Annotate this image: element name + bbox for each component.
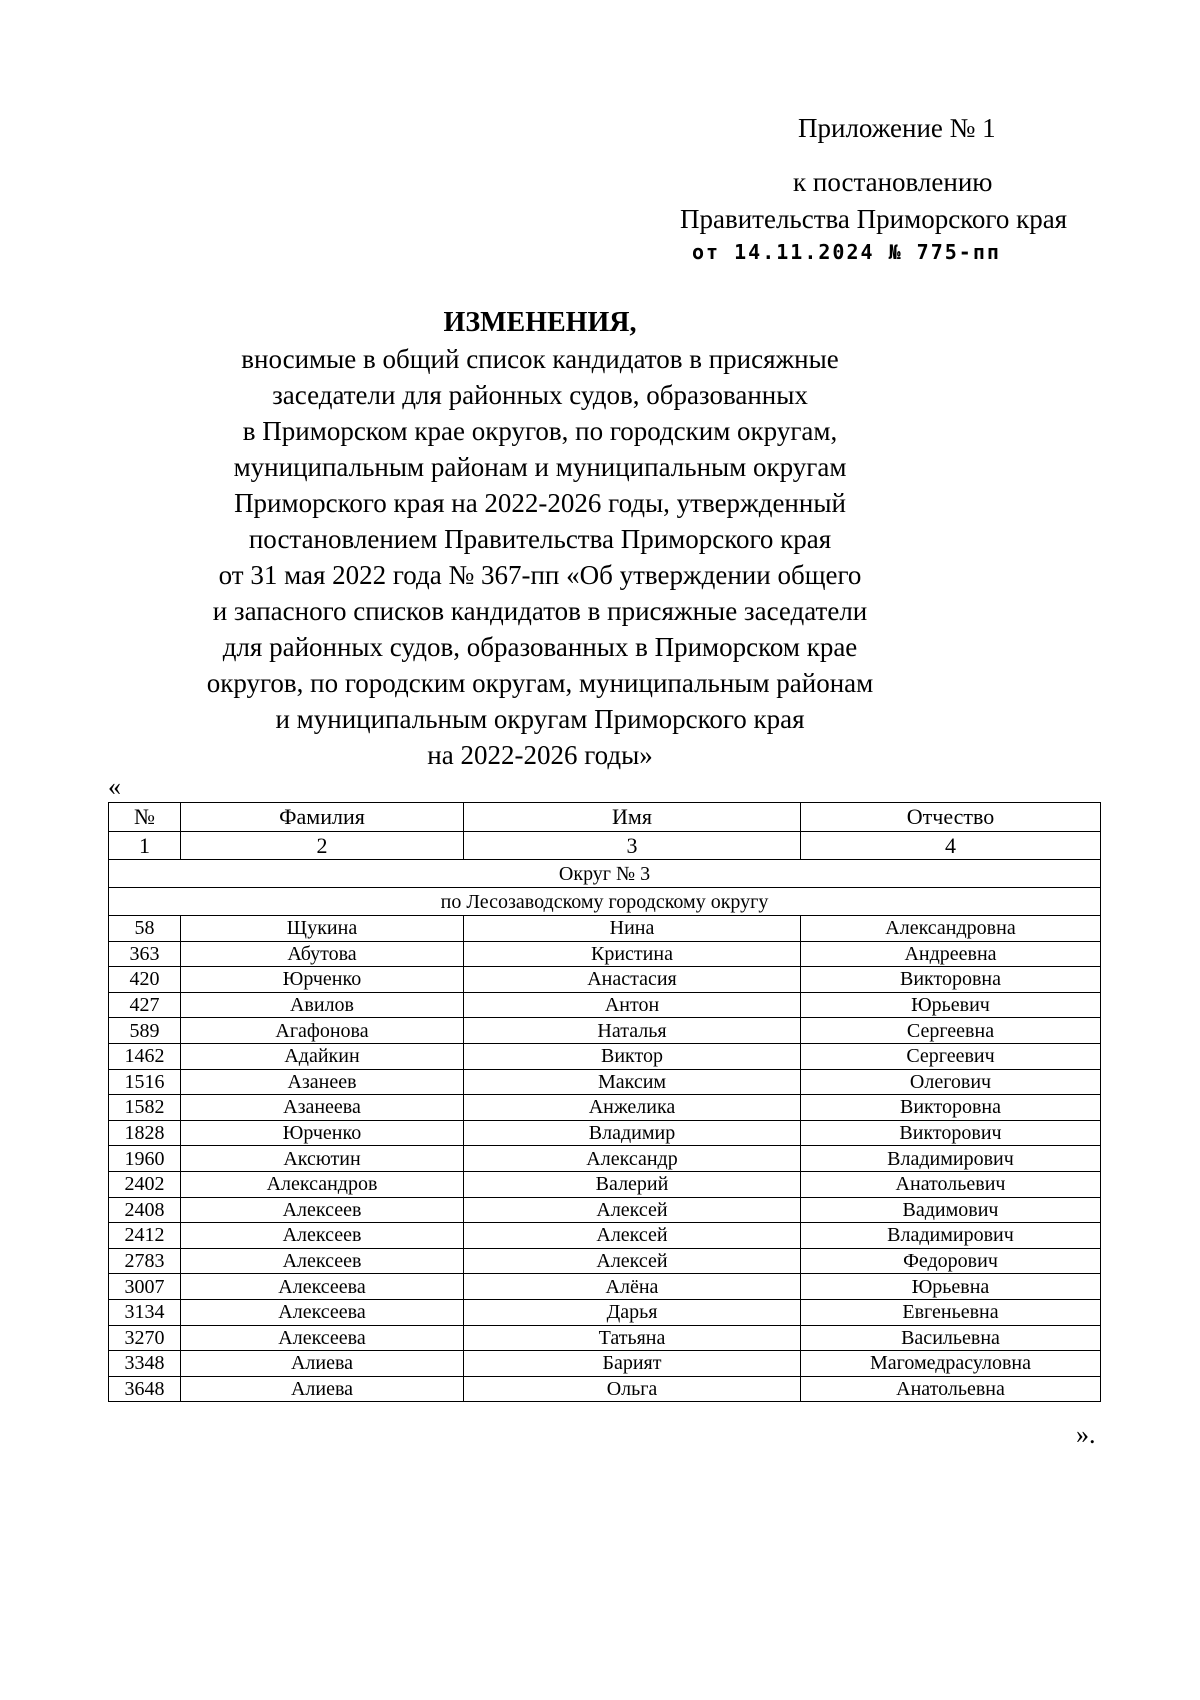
appendix-to-decree: к постановлению bbox=[793, 167, 993, 197]
cell-name: Кристина bbox=[464, 941, 801, 967]
cell-patronymic: Александровна bbox=[801, 916, 1101, 942]
table-row bbox=[109, 1197, 1101, 1223]
closing-quote: ». bbox=[1076, 1420, 1096, 1449]
table-row bbox=[109, 992, 1101, 1018]
table-row bbox=[109, 1351, 1101, 1377]
cell-patronymic: Владимирович bbox=[801, 1146, 1101, 1172]
table-row bbox=[109, 1325, 1101, 1351]
appendix-date-stamp: от 14.11.2024 № 775-пп bbox=[692, 240, 1001, 264]
cell-name: Ольга bbox=[464, 1376, 801, 1402]
candidates-table bbox=[108, 802, 1101, 1402]
cell-name: Антон bbox=[464, 992, 801, 1018]
document-title-block bbox=[150, 305, 930, 773]
cell-name: Татьяна bbox=[464, 1325, 801, 1351]
table-body bbox=[109, 832, 1101, 1402]
cell-surname: Алексеева bbox=[181, 1299, 464, 1325]
cell-surname: Абутова bbox=[181, 941, 464, 967]
cell-name: Алёна bbox=[464, 1274, 801, 1300]
cell-name: Владимир bbox=[464, 1120, 801, 1146]
cell-name: Виктор bbox=[464, 1043, 801, 1069]
cell-surname: Щукина bbox=[181, 916, 464, 942]
cell-name: Валерий bbox=[464, 1171, 801, 1197]
cell-patronymic: Анатольевич bbox=[801, 1171, 1101, 1197]
cell-name: Наталья bbox=[464, 1018, 801, 1044]
header-name: Имя bbox=[464, 803, 801, 832]
cell-number: 2412 bbox=[109, 1223, 181, 1249]
header-patronymic: Отчество bbox=[801, 803, 1101, 832]
table-row bbox=[109, 916, 1101, 942]
table-row bbox=[109, 1299, 1101, 1325]
cell-patronymic: Викторович bbox=[801, 1120, 1101, 1146]
cell-surname: Азанеева bbox=[181, 1095, 464, 1121]
cell-number: 427 bbox=[109, 992, 181, 1018]
heading-line: заседатели для районных судов, образованных bbox=[272, 380, 808, 410]
district-row bbox=[109, 860, 1101, 888]
cell-patronymic: Викторовна bbox=[801, 1095, 1101, 1121]
cell-surname: Алексеев bbox=[181, 1223, 464, 1249]
table-row bbox=[109, 1223, 1101, 1249]
heading-line: от 31 мая 2022 года № 367-пп «Об утверждении общего bbox=[218, 560, 862, 590]
cell-number: 2783 bbox=[109, 1248, 181, 1274]
cell-patronymic: Юрьевич bbox=[801, 992, 1101, 1018]
cell-number: 1516 bbox=[109, 1069, 181, 1095]
cell-number: 3348 bbox=[109, 1351, 181, 1377]
subdistrict-label: по Лесозаводскому городскому округу bbox=[109, 888, 1101, 916]
appendix-block bbox=[680, 110, 1150, 264]
table-row bbox=[109, 941, 1101, 967]
cell-number: 1582 bbox=[109, 1095, 181, 1121]
cell-name: Алексей bbox=[464, 1223, 801, 1249]
district-label: Округ № 3 bbox=[109, 860, 1101, 888]
opening-quote: « bbox=[108, 772, 121, 801]
column-number: 1 bbox=[109, 832, 181, 860]
subdistrict-row bbox=[109, 888, 1101, 916]
heading-line: вносимые в общий список кандидатов в присяжные bbox=[241, 344, 839, 374]
cell-surname: Агафонова bbox=[181, 1018, 464, 1044]
cell-surname: Алиева bbox=[181, 1351, 464, 1377]
cell-surname: Аксютин bbox=[181, 1146, 464, 1172]
table-row bbox=[109, 1146, 1101, 1172]
table-header-row bbox=[109, 803, 1101, 832]
cell-surname: Алексеева bbox=[181, 1274, 464, 1300]
cell-surname: Юрченко bbox=[181, 967, 464, 993]
heading-line: округов, по городским округам, муниципальным районам bbox=[206, 668, 874, 698]
cell-patronymic: Юрьевна bbox=[801, 1274, 1101, 1300]
cell-number: 3648 bbox=[109, 1376, 181, 1402]
cell-patronymic: Сергеевич bbox=[801, 1043, 1101, 1069]
cell-patronymic: Вадимович bbox=[801, 1197, 1101, 1223]
header-number: № bbox=[109, 803, 181, 832]
cell-name: Барият bbox=[464, 1351, 801, 1377]
cell-patronymic: Владимирович bbox=[801, 1223, 1101, 1249]
cell-name: Александр bbox=[464, 1146, 801, 1172]
column-number: 4 bbox=[801, 832, 1101, 860]
heading-line: постановлением Правительства Приморского края bbox=[248, 524, 832, 554]
document-heading: ИЗМЕНЕНИЯ, bbox=[443, 307, 637, 338]
cell-number: 1960 bbox=[109, 1146, 181, 1172]
heading-line: Приморского края на 2022-2026 годы, утвержденный bbox=[234, 488, 846, 518]
cell-surname: Азанеев bbox=[181, 1069, 464, 1095]
table-row bbox=[109, 1376, 1101, 1402]
cell-patronymic: Анатольевна bbox=[801, 1376, 1101, 1402]
cell-name: Анжелика bbox=[464, 1095, 801, 1121]
cell-patronymic: Сергеевна bbox=[801, 1018, 1101, 1044]
cell-name: Алексей bbox=[464, 1248, 801, 1274]
table-row bbox=[109, 1274, 1101, 1300]
cell-patronymic: Федорович bbox=[801, 1248, 1101, 1274]
column-number: 3 bbox=[464, 832, 801, 860]
cell-number: 363 bbox=[109, 941, 181, 967]
cell-surname: Авилов bbox=[181, 992, 464, 1018]
table-row bbox=[109, 1120, 1101, 1146]
heading-line: муниципальным районам и муниципальным округам bbox=[233, 452, 847, 482]
appendix-government: Правительства Приморского края bbox=[680, 204, 1068, 234]
cell-number: 2402 bbox=[109, 1171, 181, 1197]
cell-surname: Александров bbox=[181, 1171, 464, 1197]
cell-patronymic: Андреевна bbox=[801, 941, 1101, 967]
cell-surname: Алексеев bbox=[181, 1197, 464, 1223]
column-number: 2 bbox=[181, 832, 464, 860]
heading-line: на 2022-2026 годы» bbox=[427, 740, 653, 770]
heading-line: и муниципальным округам Приморского края bbox=[275, 704, 805, 734]
cell-number: 3134 bbox=[109, 1299, 181, 1325]
table-row bbox=[109, 1069, 1101, 1095]
cell-number: 58 bbox=[109, 916, 181, 942]
cell-name: Нина bbox=[464, 916, 801, 942]
cell-patronymic: Магомедрасуловна bbox=[801, 1351, 1101, 1377]
cell-surname: Алиева bbox=[181, 1376, 464, 1402]
cell-name: Анастасия bbox=[464, 967, 801, 993]
cell-name: Алексей bbox=[464, 1197, 801, 1223]
cell-number: 1462 bbox=[109, 1043, 181, 1069]
heading-line: для районных судов, образованных в Приморском крае bbox=[222, 632, 858, 662]
cell-surname: Алексеев bbox=[181, 1248, 464, 1274]
cell-patronymic: Олегович bbox=[801, 1069, 1101, 1095]
cell-number: 2408 bbox=[109, 1197, 181, 1223]
heading-line: в Приморском крае округов, по городским округам, bbox=[242, 416, 838, 446]
table-row bbox=[109, 1248, 1101, 1274]
header-surname: Фамилия bbox=[181, 803, 464, 832]
cell-number: 3270 bbox=[109, 1325, 181, 1351]
cell-number: 589 bbox=[109, 1018, 181, 1044]
table-row bbox=[109, 1171, 1101, 1197]
cell-number: 3007 bbox=[109, 1274, 181, 1300]
cell-surname: Алексеева bbox=[181, 1325, 464, 1351]
cell-patronymic: Викторовна bbox=[801, 967, 1101, 993]
cell-name: Максим bbox=[464, 1069, 801, 1095]
cell-patronymic: Евгеньевна bbox=[801, 1299, 1101, 1325]
table-row bbox=[109, 967, 1101, 993]
cell-number: 1828 bbox=[109, 1120, 181, 1146]
cell-name: Дарья bbox=[464, 1299, 801, 1325]
cell-surname: Юрченко bbox=[181, 1120, 464, 1146]
table-row bbox=[109, 1095, 1101, 1121]
cell-patronymic: Васильевна bbox=[801, 1325, 1101, 1351]
cell-surname: Адайкин bbox=[181, 1043, 464, 1069]
column-number-row bbox=[109, 832, 1101, 860]
heading-line: и запасного списков кандидатов в присяжные заседатели bbox=[212, 596, 868, 626]
cell-number: 420 bbox=[109, 967, 181, 993]
table-row bbox=[109, 1043, 1101, 1069]
table-row bbox=[109, 1018, 1101, 1044]
appendix-title: Приложение № 1 bbox=[798, 113, 996, 143]
